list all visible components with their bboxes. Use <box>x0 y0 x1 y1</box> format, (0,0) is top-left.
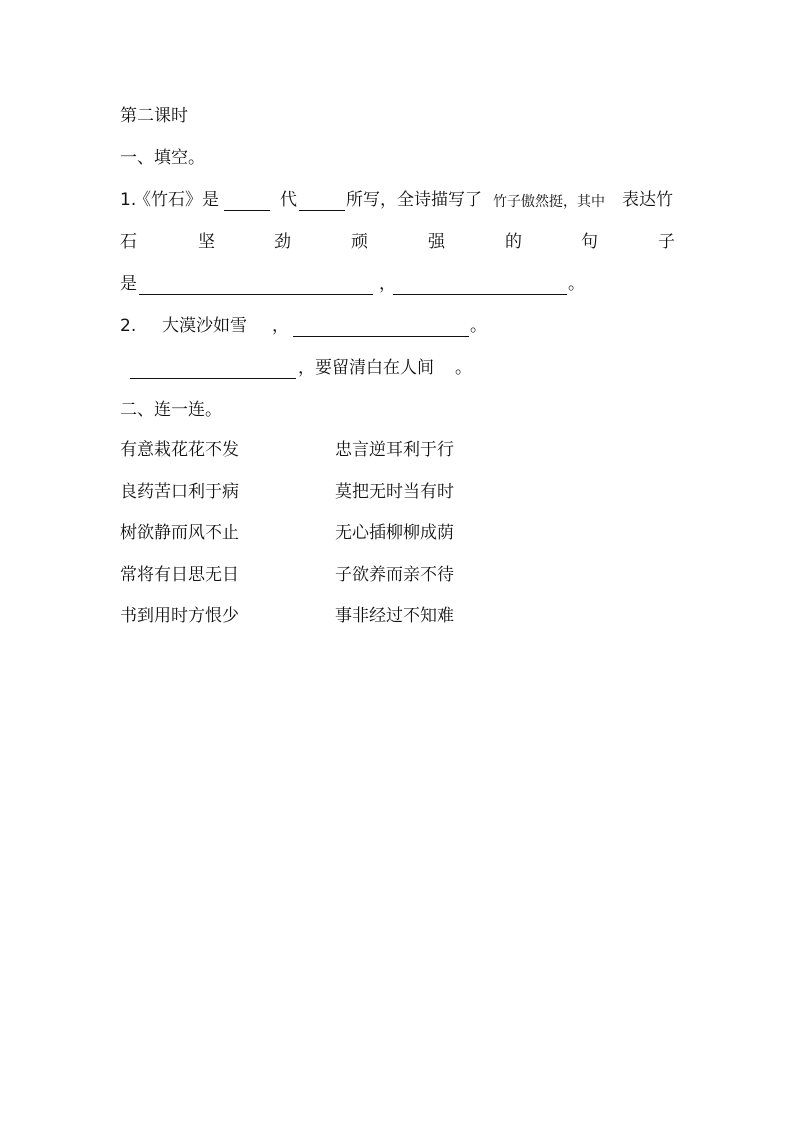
question-2-comma: ， <box>272 316 289 336</box>
question-2-verse: 大漠沙如雪 <box>162 316 247 336</box>
justified-char: 的 <box>505 232 522 252</box>
question-2-period: 。 <box>470 316 487 336</box>
justified-char: 石 <box>120 232 137 252</box>
dynasty-suffix: 代 <box>280 190 297 210</box>
question-1-tail: 表达竹 <box>622 190 673 210</box>
justified-char: 子 <box>658 232 675 252</box>
answer-prefix: 是 <box>120 274 137 294</box>
dynasty-blank[interactable] <box>224 210 270 211</box>
question-2-line2-period: 。 <box>455 358 472 378</box>
verse-blank-1[interactable] <box>139 294 373 295</box>
author-blank[interactable] <box>299 210 345 211</box>
justified-char: 句 <box>581 232 598 252</box>
question-1-justified-line <box>0 232 793 252</box>
question-1-title-part: 《竹石》是 <box>134 190 219 210</box>
justified-char: 坚 <box>198 232 215 252</box>
justified-char: 劲 <box>274 232 291 252</box>
matching-left-item[interactable]: 树欲静而风不止 <box>120 523 239 543</box>
answer-comma: ， <box>379 274 396 294</box>
matching-left-item[interactable]: 书到用时方恨少 <box>120 606 239 626</box>
question-2-line2: ，要留清白在人间 <box>298 358 434 378</box>
question-1-number: 1. <box>120 190 137 210</box>
verse-blank-4[interactable] <box>130 378 296 379</box>
justified-char: 顽 <box>351 232 368 252</box>
matching-left-item[interactable]: 常将有日思无日 <box>120 565 239 585</box>
section-matching-title: 二、连一连。 <box>120 400 222 420</box>
lesson-heading: 第二课时 <box>120 106 188 126</box>
question-1-small-text: 竹子傲然挺，其中 <box>493 194 605 210</box>
justified-char: 强 <box>428 232 445 252</box>
matching-right-item[interactable]: 忠言逆耳利于行 <box>335 440 454 460</box>
matching-right-item[interactable]: 事非经过不知难 <box>335 606 454 626</box>
matching-right-item[interactable]: 子欲养而亲不待 <box>335 565 454 585</box>
section-fill-blank-title: 一、填空。 <box>120 148 205 168</box>
matching-right-item[interactable]: 无心插柳柳成荫 <box>335 523 454 543</box>
verse-blank-2[interactable] <box>393 294 567 295</box>
matching-left-item[interactable]: 良药苦口利于病 <box>120 482 239 502</box>
matching-right-item[interactable]: 莫把无时当有时 <box>335 482 454 502</box>
matching-left-item[interactable]: 有意栽花花不发 <box>120 440 239 460</box>
verse-blank-3[interactable] <box>293 336 469 337</box>
question-1-description: 所写，全诗描写了 <box>346 190 482 210</box>
question-2-number: 2. <box>120 316 137 336</box>
answer-period: 。 <box>568 274 585 294</box>
